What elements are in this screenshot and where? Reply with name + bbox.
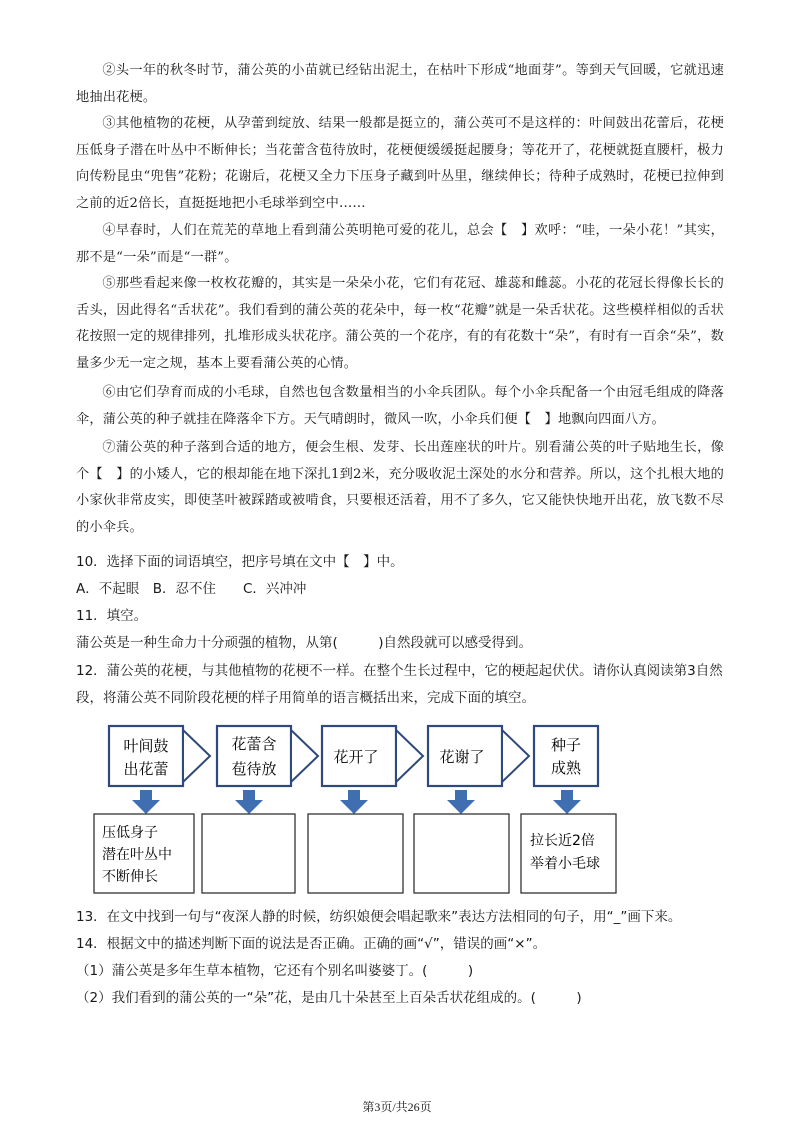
answer-box-1 [94, 814, 194, 893]
svg-text:潜在叶丛中: 潜在叶丛中 [102, 847, 172, 863]
paragraph-3: ③其他植物的花梗，从孕蕾到绽放、结果一般都是挺立的，蒲公英可不是这样的：叶间鼓出花蕾后，花梗压低身子潜在叶丛中不断伸长；当花蕾含苞待放时，花梗便缓缓挺起腰身；等花开了，花梗就挺直腰杆，极力向传粉昆虫“兜售”花粉；花谢后，花梗又全力下压身子藏到叶丛里，继续伸长；待种子成熟时，花梗已拉伸到之前的近2倍长，直挺挺地把小毛球举到空中…… [76, 116, 724, 211]
paragraph-4: ④早春时，人们在荒芜的草地上看到蒲公英明艳可爱的花儿，总会【 】欢呼：“哇，一朵小花！”其实，那不是“一朵”而是“一群”。 [76, 223, 724, 265]
down-arrow-icon [553, 790, 581, 814]
stage-box-4 [428, 726, 529, 786]
paragraph-5: ⑤那些看起来像一枚枚花瓣的，其实是一朵朵小花，它们有花冠、雄蕊和雌蕊。小花的花冠长得像长长的舌头，因此得名“舌状花”。我们看到的蒲公英的花朵中，每一枚“花瓣”就是一朵舌状花。这些模样相似的舌状花按照一定的规律排列，扎堆形成头状花序。蒲公英的一个花序，有的有花数十“朵”，有时有一百余“朵”，数量多少无一定之规，基本上要看蒲公英的心情。 [76, 276, 724, 371]
flow-diagram [0, 712, 794, 912]
svg-text:花开了: 花开了 [333, 748, 379, 766]
stage-box-2 [217, 726, 318, 786]
question-13: 13．在文中找到一句与“夜深人静的时候，纺织娘便会唱起歌来”表达方法相同的句子，用“_”画下来。 [76, 909, 682, 925]
stage-box-1 [109, 726, 210, 786]
svg-text:出花蕾: 出花蕾 [123, 760, 169, 778]
question-14-item-2: （2）我们看到的蒲公英的一“朵”花，是由几十朵甚至上百朵舌状花组成的。( ) [76, 990, 582, 1006]
stage-box-5 [534, 726, 598, 786]
svg-text:压低身子: 压低身子 [102, 825, 158, 841]
question-14: 14．根据文中的描述判断下面的说法是否正确。正确的画“√”，错误的画“×”。 [76, 936, 547, 952]
question-12: 12．蒲公英的花梗，与其他植物的花梗不一样。在整个生长过程中，它的梗起起伏伏。请你认真阅读第3自然段，将蒲公英不同阶段花梗的样子用简单的语言概括出来，完成下面的填空。 [76, 663, 723, 706]
down-arrow-icon [447, 790, 475, 814]
answer-box-4[interactable] [414, 814, 509, 893]
svg-text:苞待放: 苞待放 [231, 760, 277, 778]
question-10: 10．选择下面的词语填空，把序号填在文中【 】中。 [76, 554, 404, 570]
svg-text:花谢了: 花谢了 [439, 748, 485, 766]
page-footer: 第3页/共26页 [362, 1100, 432, 1114]
down-arrow-icon [235, 790, 263, 814]
svg-text:举着小毛球: 举着小毛球 [530, 856, 600, 872]
svg-text:拉长近2倍: 拉长近2倍 [530, 833, 595, 849]
svg-text:不断伸长: 不断伸长 [102, 869, 158, 885]
svg-text:花蕾含: 花蕾含 [231, 735, 277, 753]
svg-text:成熟: 成熟 [550, 759, 582, 777]
answer-box-3[interactable] [308, 814, 403, 893]
paragraph-2: ②头一年的秋冬时节，蒲公英的小苗就已经钻出泥土，在枯叶下形成“地面芽”。等到天气回暖，它就迅速地抽出花梗。 [76, 63, 724, 105]
down-arrow-icon [340, 790, 368, 814]
paragraph-7: ⑦蒲公英的种子落到合适的地方，便会生根、发芽、长出莲座状的叶片。别看蒲公英的叶子贴地生长，像个【 】的小矮人，它的根却能在地下深扎1到2米，充分吸收泥土深处的水分和营养。所以，这个扎根大地的小家伙非常皮实，即使茎叶被踩踏或被啃食，只要根还活着，用不了多久，它又能快快地开出花，放飞数不尽的小伞兵。 [76, 440, 724, 535]
down-arrow-icon [132, 790, 160, 814]
question-14-item-1: （1）蒲公英是多年生草本植物，它还有个别名叫婆婆丁。( ) [76, 963, 474, 979]
answer-box-5 [521, 814, 616, 893]
paragraph-6: ⑥由它们孕育而成的小毛球，自然也包含数量相当的小伞兵团队。每个小伞兵配备一个由冠毛组成的降落伞，蒲公英的种子就挂在降落伞下方。天气晴朗时，微风一吹，小伞兵们便【 】地飘向四面八方。 [76, 385, 724, 427]
answer-box-2[interactable] [202, 814, 295, 893]
question-11: 11．填空。 [76, 608, 148, 624]
svg-text:叶间鼓: 叶间鼓 [123, 737, 169, 755]
question-11-text: 蒲公英是一种生命力十分顽强的植物，从第( )自然段就可以感受得到。 [76, 635, 533, 651]
stage-box-3 [322, 726, 423, 786]
question-10-options: A．不起眼 B．忍不住 C．兴冲冲 [76, 581, 307, 597]
svg-text:种子: 种子 [550, 736, 582, 754]
